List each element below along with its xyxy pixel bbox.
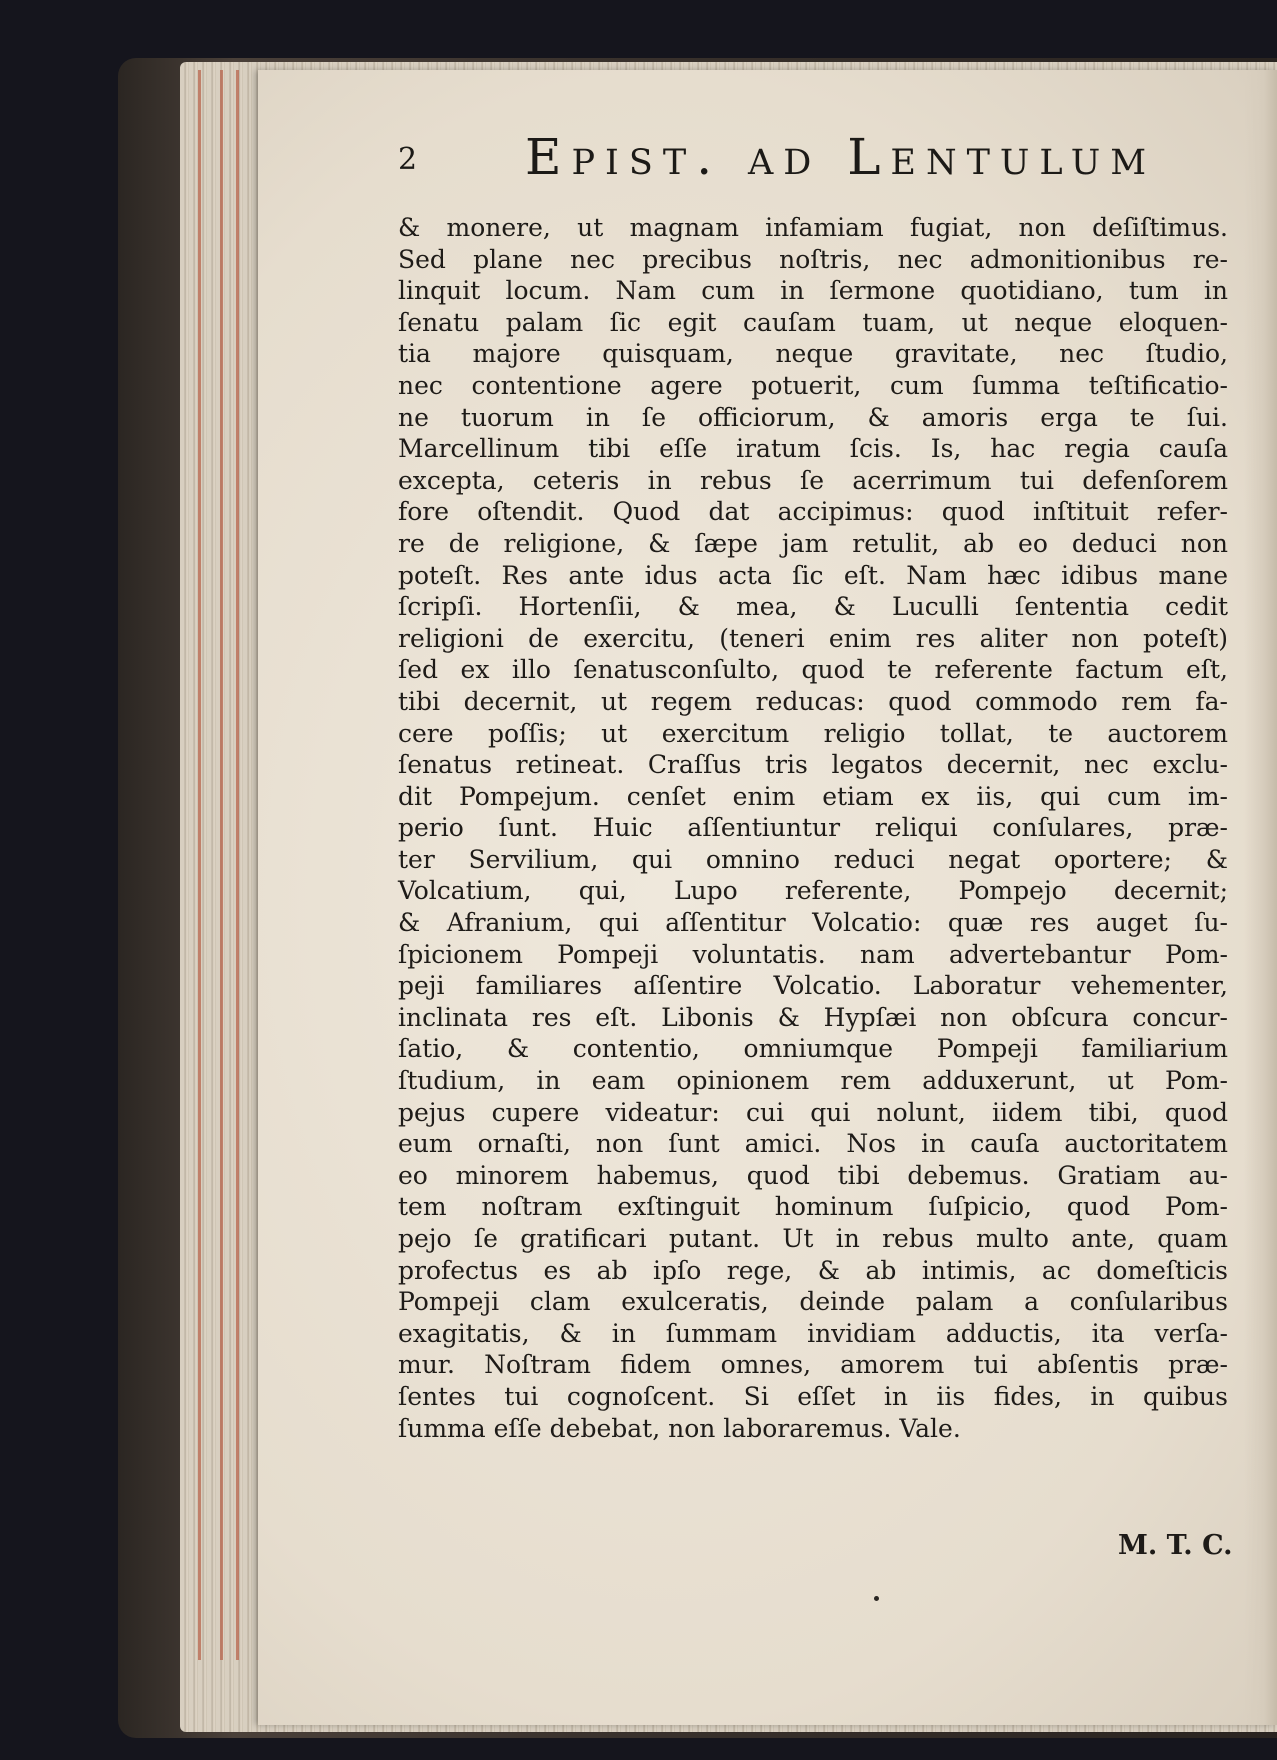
text-line: poteſt. Res ante idus acta ſic eſt. Nam hæc idibus mane: [398, 560, 1228, 590]
page-gutter-shadow: [1244, 70, 1277, 1725]
text-line: exagitatis, & in ſummam invidiam adductis, ita verſa-: [398, 1318, 1228, 1348]
text-line: ſpicionem Pompeji voluntatis. nam advertebantur Pom-: [398, 939, 1228, 969]
text-line: ter Servilium, qui omnino reduci negat oportere; &: [398, 844, 1228, 874]
text-line: inclinata res eſt. Libonis & Hypſæi non obſcura concur-: [398, 1002, 1228, 1032]
text-line: eum ornaſti, non ſunt amici. Nos in cauſa auctoritatem: [398, 1129, 1228, 1159]
text-line: ſed ex illo ſenatusconſulto, quod te referente factum eſt,: [398, 655, 1228, 685]
page-number: 2: [398, 142, 418, 177]
text-line: ſumma eſſe debebat, non laboraremus. Vale.: [398, 1413, 961, 1443]
text-line: ſentes tui cognoſcent. Si eſſet in iis fides, in quibus: [398, 1381, 1228, 1411]
text-line: tibi decernit, ut regem reducas: quod commodo rem fa-: [398, 686, 1228, 716]
text-line: Pompeji clam exulceratis, deinde palam a conſularibus: [398, 1287, 1228, 1317]
text-line: linquit locum. Nam cum in ſermone quotidiano, tum in: [398, 276, 1228, 306]
text-line: ſcripſi. Hortenſii, & mea, & Luculli ſententia cedit: [398, 592, 1228, 622]
red-page-edge: [236, 70, 239, 1660]
letter-body: [398, 212, 1228, 1444]
text-line: nec contentione agere potuerit, cum ſumma teſtificatio-: [398, 370, 1228, 400]
catchword: M. T. C.: [1118, 1530, 1233, 1561]
page-header: [398, 128, 1157, 188]
text-line: & Afranium, qui aſſentitur Volcatio: quæ res auget ſu-: [398, 908, 1228, 938]
text-line: eo minorem habemus, quod tibi debemus. Gratiam au-: [398, 1160, 1228, 1190]
text-line: Sed plane nec precibus noſtris, nec admonitionibus re-: [398, 244, 1228, 274]
running-title: Epist. ad Lentulum: [525, 128, 1157, 186]
text-line: pejus cupere videatur: cui qui nolunt, iidem tibi, quod: [398, 1097, 1228, 1127]
text-line: peji familiares aſſentire Volcatio. Laboratur vehementer,: [398, 971, 1228, 1001]
text-line: re de religione, & ſæpe jam retulit, ab eo deduci non: [398, 528, 1228, 558]
text-line: & monere, ut magnam infamiam fugiat, non deſiſtimus.: [398, 213, 1228, 242]
text-line: pejo ſe gratificari putant. Ut in rebus multo ante, quam: [398, 1224, 1228, 1253]
red-page-edge: [220, 70, 223, 1660]
text-line: perio ſunt. Huic aſſentiuntur reliqui conſulares, præ-: [398, 813, 1228, 843]
text-line: religioni de exercitu, (teneri enim res aliter non poteſt): [398, 623, 1228, 653]
text-line: ſtudium, in eam opinionem rem adduxerunt, ut Pom-: [398, 1066, 1228, 1096]
ink-mark: [874, 1596, 879, 1601]
text-line: profectus es ab ipſo rege, & ab intimis, ac domeſticis: [398, 1255, 1228, 1285]
text-line: fore oſtendit. Quod dat accipimus: quod inſtituit refer-: [398, 497, 1228, 527]
text-line: tia majore quisquam, neque gravitate, nec ſtudio,: [398, 339, 1228, 369]
text-line: cere poſſis; ut exercitum religio tollat, te auctorem: [398, 718, 1228, 748]
text-line: ſenatus retineat. Craſſus tris legatos decernit, nec exclu-: [398, 750, 1228, 780]
text-line: mur. Noſtram fidem omnes, amorem tui abſentis præ-: [398, 1350, 1228, 1380]
text-line: tem noſtram exſtinguit hominum ſuſpicio, quod Pom-: [398, 1192, 1228, 1222]
text-line: excepta, ceteris in rebus ſe acerrimum tui defenſorem: [398, 465, 1228, 495]
text-line: ſenatu palam ſic egit cauſam tuam, ut neque eloquen-: [398, 307, 1228, 337]
text-line: Marcellinum tibi eſſe iratum ſcis. Is, hac regia cauſa: [398, 434, 1228, 464]
text-line: ſatio, & contentio, omniumque Pompeji familiarium: [398, 1034, 1228, 1064]
text-line: ne tuorum in ſe officiorum, & amoris erga te ſui.: [398, 402, 1228, 432]
text-line: dit Pompejum. cenſet enim etiam ex iis, qui cum im-: [398, 781, 1228, 811]
text-line: Volcatium, qui, Lupo referente, Pompejo decernit;: [398, 876, 1228, 906]
red-page-edge: [198, 70, 201, 1660]
